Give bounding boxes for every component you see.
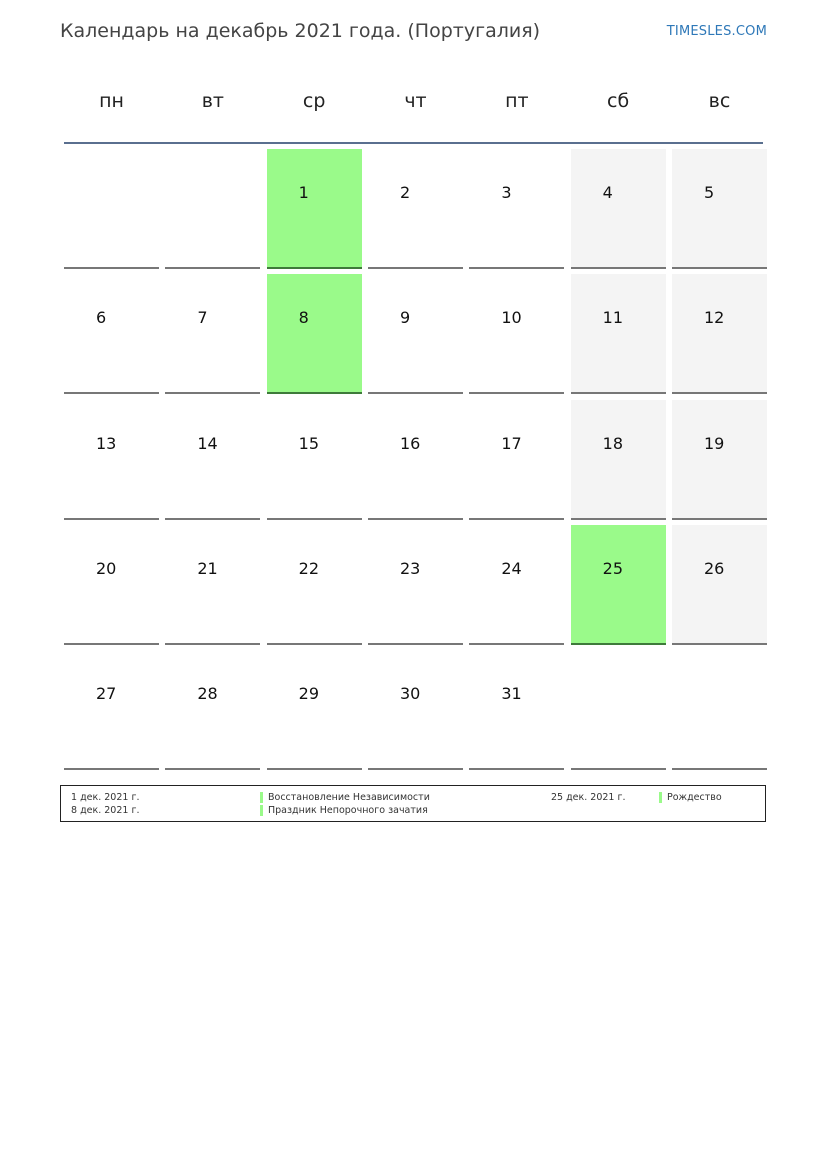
legend-date: 8 дек. 2021 г. [71,805,140,816]
day-cell[interactable] [64,400,159,520]
day-number: 28 [197,684,218,703]
weekday-label: пт [505,90,529,112]
weekday-label: чт [404,90,427,112]
day-cell[interactable] [267,400,362,520]
day-cell[interactable] [368,650,463,770]
day-cell[interactable] [469,650,564,770]
day-cell[interactable] [469,525,564,645]
legend-date: 25 дек. 2021 г. [551,792,626,803]
brand-link[interactable]: TIMESLES.COM [666,24,767,39]
day-number: 24 [501,558,522,578]
day-cell[interactable] [165,650,260,770]
weekday-label: сб [607,90,630,112]
day-number: 2 [399,183,411,202]
day-cell[interactable] [368,525,463,645]
day-number: 6 [96,308,107,328]
day-cell[interactable] [672,400,767,520]
day-cell[interactable] [571,274,666,394]
day-cell[interactable] [469,274,564,394]
empty-day-cell [571,650,666,770]
day-cell[interactable] [64,650,159,770]
day-number: 7 [197,308,208,328]
day-number: 23 [399,558,421,578]
weekday-label: вт [201,90,224,112]
day-number: 16 [399,433,421,453]
page-title: Календарь на декабрь 2021 года. (Португалия) [60,20,541,42]
empty-day-cell [672,650,767,770]
day-cell[interactable] [267,149,362,269]
day-number: 12 [703,308,725,328]
day-number: 22 [298,558,320,578]
header-divider [64,142,763,144]
weekday-header [64,90,763,120]
day-number: 27 [96,684,117,703]
day-number: 10 [501,308,522,328]
day-cell[interactable] [267,525,362,645]
day-cell[interactable] [368,274,463,394]
weekday-label: ср [302,90,326,112]
day-cell[interactable] [267,650,362,770]
day-cell[interactable] [469,149,564,269]
day-cell[interactable] [672,274,767,394]
day-number: 30 [399,684,421,703]
legend-entry [61,792,765,804]
legend-date: 1 дек. 2021 г. [71,792,140,803]
day-cell[interactable] [672,525,767,645]
day-cell[interactable] [571,400,666,520]
day-cell[interactable] [165,274,260,394]
day-number: 15 [298,433,320,453]
day-number: 13 [96,433,117,453]
day-number: 8 [298,308,309,328]
holiday-color-mark [260,805,263,816]
empty-day-cell [64,149,159,269]
day-cell[interactable] [267,274,362,394]
day-number: 21 [197,558,218,578]
day-cell[interactable] [64,525,159,645]
calendar-grid [64,149,763,770]
day-number: 3 [501,183,512,202]
day-cell[interactable] [571,149,666,269]
day-cell[interactable] [672,149,767,269]
day-cell[interactable] [368,400,463,520]
day-cell[interactable] [64,274,159,394]
day-number: 9 [399,308,411,328]
day-number: 1 [298,183,309,202]
day-number: 25 [602,558,623,578]
day-number: 11 [602,308,623,328]
legend-entry [61,805,765,817]
day-number: 5 [703,183,715,202]
day-cell[interactable] [571,525,666,645]
holiday-legend [60,785,766,822]
day-number: 19 [703,433,725,453]
legend-holiday-name: Восстановление Независимости [268,792,430,803]
day-number: 20 [96,558,117,578]
legend-holiday-name: Праздник Непорочного зачатия [268,805,428,816]
weekday-label: пн [99,90,124,112]
day-number: 4 [602,183,613,202]
day-cell[interactable] [165,525,260,645]
weekday-label: вс [708,90,731,112]
empty-day-cell [165,149,260,269]
day-number: 26 [703,558,725,578]
day-number: 14 [197,433,218,453]
day-number: 29 [298,684,320,703]
day-number: 31 [501,684,522,703]
day-cell[interactable] [368,149,463,269]
legend-holiday-name: Рождество [667,792,722,803]
day-cell[interactable] [165,400,260,520]
day-cell[interactable] [469,400,564,520]
holiday-color-mark [659,792,662,803]
day-number: 18 [602,433,623,453]
day-number: 17 [501,433,522,453]
